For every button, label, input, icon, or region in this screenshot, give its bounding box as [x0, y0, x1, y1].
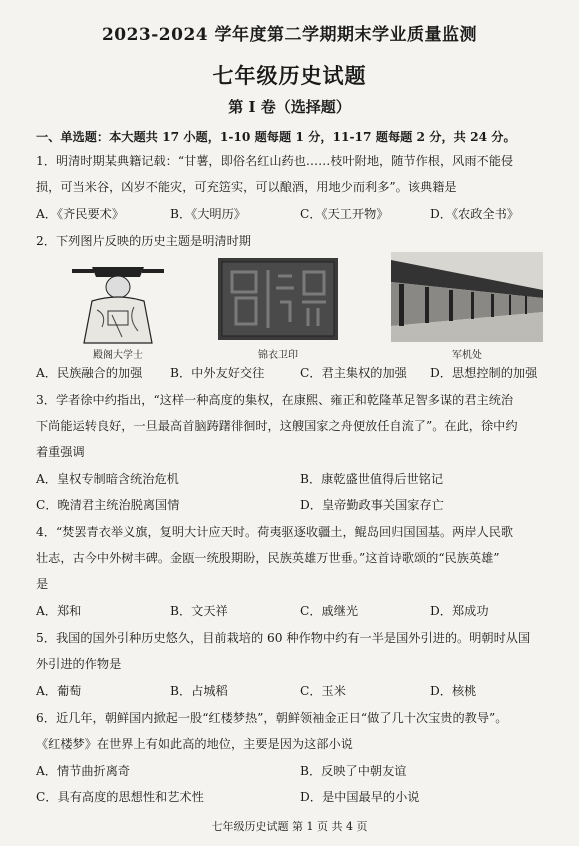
- q4-option-d: D．郑成功: [430, 604, 489, 618]
- q6-option-b: B．反映了中朝友谊: [300, 764, 407, 778]
- q4-line-1: 4．“焚罢青衣举义旗，复明大计应天时。荷夷驱逐收疆土，鲲岛回归国国基。两岸人民歌: [36, 525, 514, 539]
- q2-caption-2: 锦衣卫印: [258, 350, 298, 361]
- q5-line-1: 5．我国的国外引种历史悠久，目前栽培的 60 种作物中约有一半是国外引进的。明朝时从国: [36, 631, 531, 645]
- q5-option-a: A．葡萄: [36, 684, 82, 698]
- exam-subject: 七年级历史试题: [212, 63, 367, 88]
- q2-caption-3: 军机处: [452, 350, 482, 361]
- q6-option-d: D．是中国最早的小说: [300, 790, 420, 804]
- q3-option-d: D．皇帝勤政事关国家存亡: [300, 498, 444, 512]
- section-title: 第 I 卷（选择题）: [228, 98, 351, 116]
- q3-line-1: 3．学者徐中约指出，“这样一种高度的集权，在康熙、雍正和乾隆革足智多谋的君主统治: [36, 393, 514, 407]
- q1-line-1: 1．明清时期某典籍记载：“甘薯，即俗名红山药也……枝叶附地，随节作根，风雨不能侵: [36, 154, 514, 168]
- q3-line-3: 着重强调: [36, 445, 85, 459]
- q1-option-d: D．《农政全书》: [430, 207, 519, 221]
- q2-option-c: C．君主集权的加强: [300, 366, 407, 380]
- q2-caption-1: 殿阁大学士: [93, 350, 143, 361]
- q6-line-2: 《红楼梦》在世界上有如此高的地位，主要是因为这部小说: [36, 737, 353, 751]
- page-footer: 七年级历史试题 第 1 页 共 4 页: [211, 820, 368, 833]
- q4-option-b: B．文天祥: [170, 604, 228, 618]
- q6-option-c: C．具有高度的思想性和艺术性: [36, 790, 204, 804]
- q3-option-a: A．皇权专制暗含统治危机: [36, 472, 179, 486]
- q2-stem: 2．下列图片反映的历史主题是明清时期: [36, 234, 251, 248]
- q5-line-2: 外引进的作物是: [36, 657, 122, 671]
- q5-option-b: B．占城稻: [170, 684, 228, 698]
- q1-option-b: B．《大明历》: [170, 207, 246, 221]
- q1-option-a: A．《齐民要术》: [36, 207, 125, 221]
- section-instructions: 一、单选题：本大题共 17 小题，1-10 题每题 1 分，11-17 题每题 2 分，共 24 分。: [36, 130, 516, 144]
- q6-line-1: 6．近几年，朝鲜国内掀起一股“红楼梦热”，朝鲜领袖金正日“做了几十次宝贵的教导”。: [36, 711, 508, 725]
- q4-option-a: A．郑和: [36, 604, 82, 618]
- exam-title: 2023-2024 学年度第二学期期末学业质量监测: [101, 25, 478, 45]
- grand-secretary-image: [62, 255, 174, 345]
- q1-line-2: 损，可当米谷，凶岁不能灾，可充笾实，可以酿酒，用地少而利多”。该典籍是: [36, 180, 457, 194]
- q2-option-a: A．民族融合的加强: [36, 366, 143, 380]
- q3-option-b: B．康乾盛世值得后世铭记: [300, 472, 444, 486]
- q4-line-3: 是: [36, 577, 49, 591]
- q6-option-a: A．情节曲折离奇: [36, 764, 131, 778]
- q4-line-2: 壮志，古今中外树丰碑。金瓯一统殷期盼，民族英雄万世垂。”这首诗歌颂的“民族英雄”: [36, 551, 500, 565]
- q2-option-d: D．思想控制的加强: [430, 366, 538, 380]
- q5-option-c: C．玉米: [300, 684, 346, 698]
- q4-option-c: C．戚继光: [300, 604, 359, 618]
- q2-option-b: B．中外友好交往: [170, 366, 265, 380]
- q3-option-c: C．晚清君主统治脱离国情: [36, 498, 180, 512]
- grand-council-building-image: [391, 252, 543, 342]
- q1-option-c: C．《天工开物》: [300, 207, 389, 221]
- q3-line-2: 下尚能运转良好，一旦最高首脑踌躇徘徊时，这艘国家之舟便放任自流了”。在此，徐中约: [36, 419, 518, 433]
- q5-option-d: D．核桃: [430, 684, 477, 698]
- imperial-guard-seal-image: [218, 258, 338, 340]
